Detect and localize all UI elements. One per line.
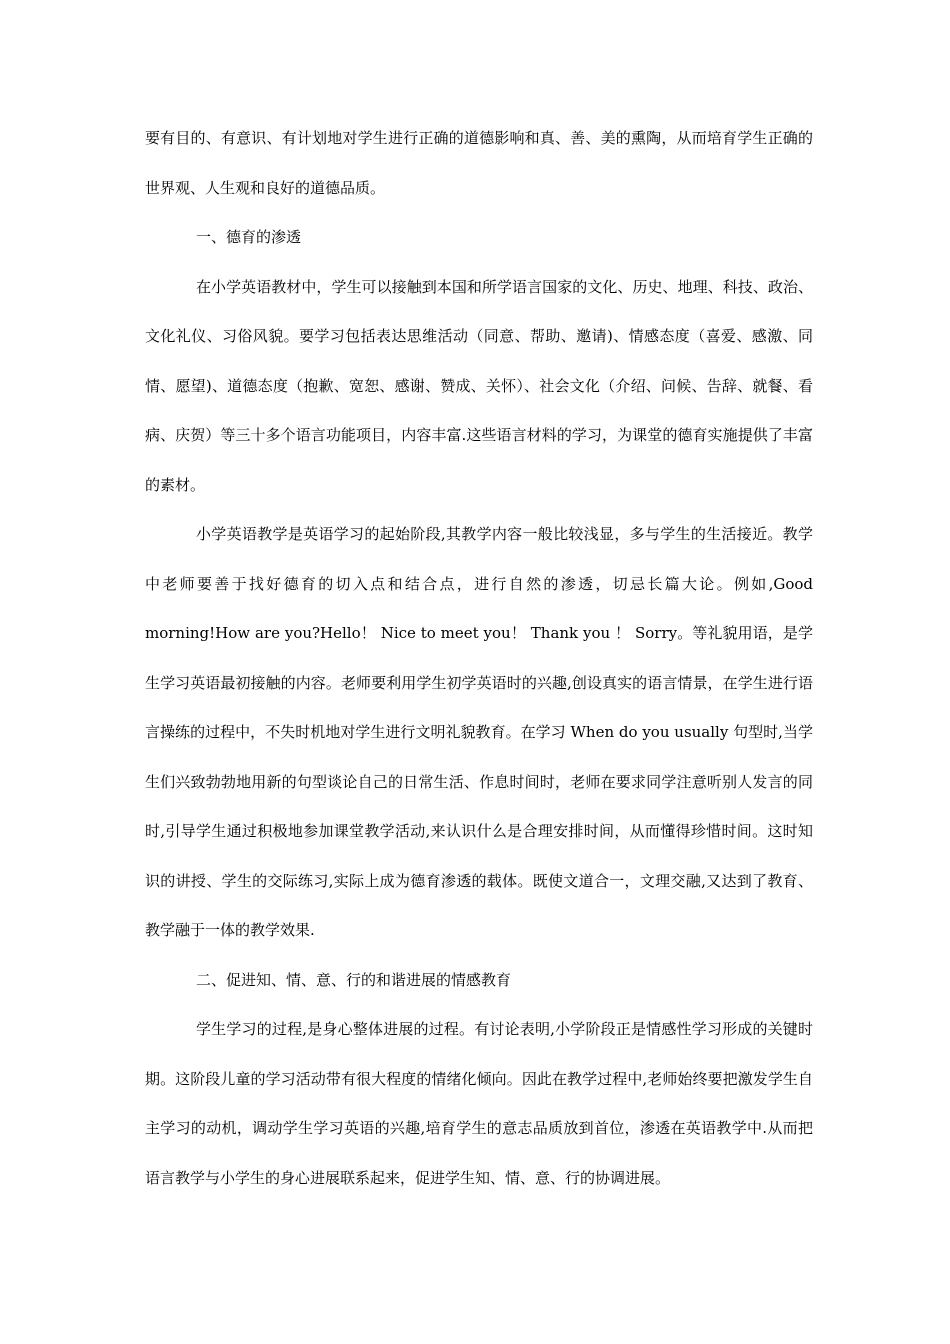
paragraph-teaching-practice: 小学英语教学是英语学习的起始阶段,其教学内容一般比较浅显，多与学生的生活接近。教学中老师要善于找好德育的切入点和结合点，进行自然的渗透，切忌长篇大论。例如,Good morning!How are you?Hello！ Nice to meet you！ Thank you ！ Sorry。等礼貌用语，是学生学习英语最初接触的内容。老师要利用学生初学英语时的兴趣,创设真实的语言情景，在学生进行语言操练的过程中，不失时机地对学生进行文明礼貌教育。在学习 When do you usually 句型时,当学生们兴致勃勃地用新的句型谈论自己的日常生活、作息时间时，老师在要求同学注意听别人发言的同时,引导学生通过积极地参加课堂教学活动,来认识什么是合理安排时间，从而懂得珍惜时间。这时知识的讲授、学生的交际练习,实际上成为德育渗透的载体。既使文道合一，文理交融,又达到了教育、教学融于一体的教学效果. xyxy=(145,525,813,939)
paragraph-intro-continuation: 要有目的、有意识、有计划地对学生进行正确的道德影响和真、善、美的熏陶，从而培育学生正确的世界观、人生观和良好的道德品质。 xyxy=(145,129,813,197)
paragraph-learning-process: 学生学习的过程,是身心整体进展的过程。有讨论表明,小学阶段正是情感性学习形成的关键时期。这阶段儿童的学习活动带有很大程度的情绪化倾向。因此在教学过程中,老师始终要把激发学生自主学习的动机，调动学生学习英语的兴趣,培育学生的意志品质放到首位，渗透在英语教学中.从而把语言教学与小学生的身心进展联系起来，促进学生知、情、意、行的协调进展。 xyxy=(145,1020,813,1187)
section-heading-emotional-education: 二、促进知、情、意、行的和谐进展的情感教育 xyxy=(196,970,512,989)
paragraph-textbook-content: 在小学英语教材中，学生可以接触到本国和所学语言国家的文化、历史、地理、科技、政治、文化礼仪、习俗风貌。要学习包括表达思维活动（同意、帮助、邀请)、情感态度（喜爱、感激、同情、愿望)、道德态度（抱歉、宽恕、感谢、赞成、关怀）、社会文化（介绍、问候、告辞、就餐、看病、庆贺）等三十多个语言功能项目，内容丰富.这些语言材料的学习，为课堂的德育实施提供了丰富的素材。 xyxy=(145,277,813,494)
document-body xyxy=(145,114,813,1203)
section-heading-moral-education: 一、德育的渗透 xyxy=(196,228,302,246)
